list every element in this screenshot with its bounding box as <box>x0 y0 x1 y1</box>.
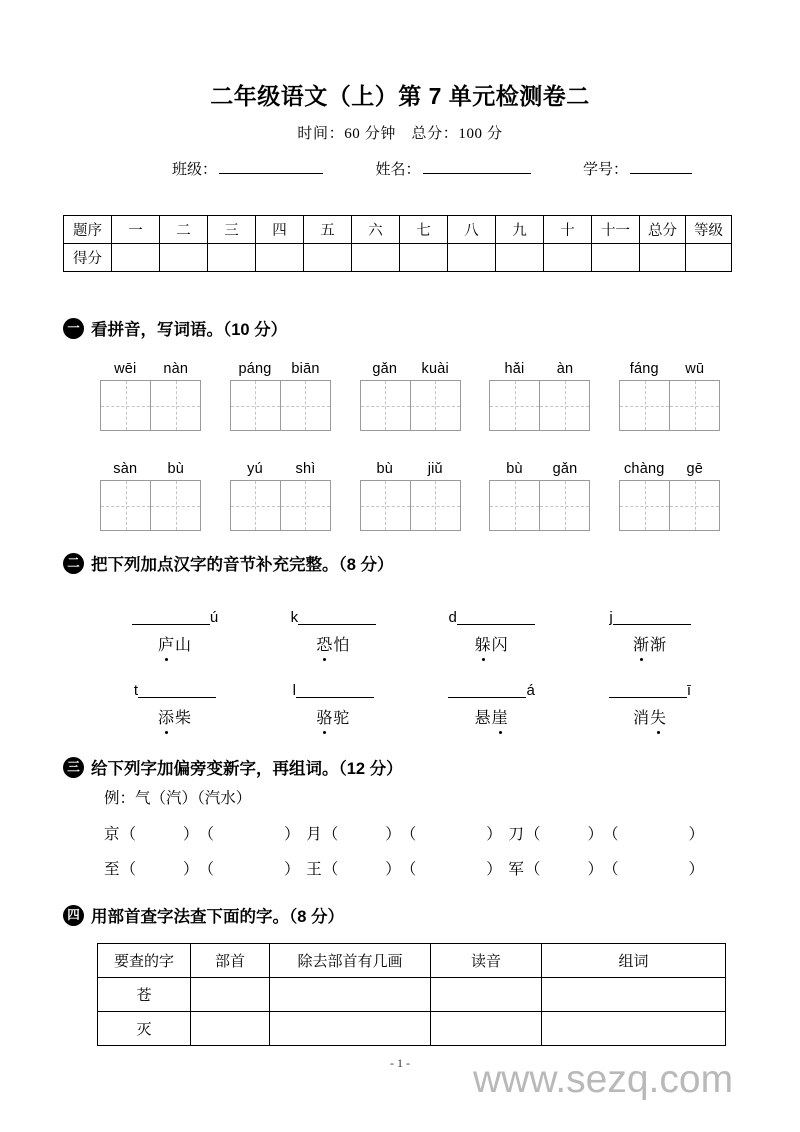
score-table-header-cell: 三 <box>208 216 256 244</box>
syllable-suffix: ī <box>686 682 692 699</box>
pinyin-word-group <box>619 461 720 531</box>
section-badge-4: 四 <box>63 905 84 926</box>
page-title: 二年级语文（上）第 7 单元检测卷二 <box>210 83 590 109</box>
paren-open: （ <box>120 826 137 843</box>
paren-close: ） <box>587 861 603 878</box>
syllable-item <box>417 605 567 655</box>
syllable-prefix: k <box>290 609 299 626</box>
syllable-answer-line[interactable] <box>100 605 250 625</box>
pinyin-word-group <box>360 361 461 431</box>
paren-close: ） <box>183 861 199 878</box>
tianzige-cell[interactable] <box>150 381 200 430</box>
pinyin-syllable: biān <box>291 361 320 377</box>
paren-close: ） <box>688 861 704 878</box>
tianzige-box[interactable] <box>230 480 331 531</box>
paren-close: ） <box>486 861 502 878</box>
syllable-word <box>475 705 509 728</box>
tianzige-box[interactable] <box>360 380 461 431</box>
radical-lookup-table <box>97 943 726 1046</box>
pinyin-syllable: gǎn <box>372 361 398 377</box>
dotted-char: 崖 <box>491 710 509 727</box>
paren-open: （ <box>400 826 417 843</box>
tianzige-cell[interactable] <box>410 481 460 530</box>
lookup-answer-cell[interactable] <box>542 978 726 1012</box>
pinyin-word-group <box>230 361 331 431</box>
syllable-word <box>316 705 350 728</box>
score-table-header-cell: 六 <box>352 216 400 244</box>
syllable-item <box>417 678 567 728</box>
table-row <box>98 978 726 1012</box>
pinyin-syllable: gǎn <box>552 461 578 477</box>
paren-close: ） <box>385 861 401 878</box>
tianzige-box[interactable] <box>230 380 331 431</box>
tianzige-cell[interactable] <box>539 481 589 530</box>
syllable-row-1 <box>100 605 725 655</box>
score-input-cell[interactable] <box>448 244 496 272</box>
pinyin-word-group <box>360 461 461 531</box>
syllable-word <box>158 632 192 655</box>
pinyin-syllable: yú <box>247 461 263 477</box>
pinyin-syllable: páng <box>238 361 272 377</box>
score-table <box>63 215 732 272</box>
syllable-item <box>100 678 250 728</box>
pinyin-syllable: kuài <box>421 361 449 377</box>
section-heading-3 <box>63 755 403 779</box>
radical-item[interactable] <box>306 857 502 879</box>
score-table-row-label: 得分 <box>64 244 112 272</box>
section-heading-1 <box>63 316 287 340</box>
table-row <box>98 1012 726 1046</box>
section-heading-2 <box>63 551 394 575</box>
score-table-row-label: 题序 <box>64 216 112 244</box>
tianzige-cell[interactable] <box>620 481 669 530</box>
score-input-cell[interactable] <box>256 244 304 272</box>
class-blank[interactable] <box>219 160 323 174</box>
pinyin-syllable: bù <box>506 461 523 477</box>
radical-item[interactable] <box>508 822 704 844</box>
dotted-char: 添 <box>157 710 175 727</box>
pinyin-syllables <box>619 461 720 477</box>
section-title-3: 给下列字加偏旁变新字，再组词。（12 分） <box>91 760 403 778</box>
score-input-cell[interactable] <box>686 244 732 272</box>
syllable-item <box>258 678 408 728</box>
section-heading-4 <box>63 903 344 927</box>
syllable-word <box>475 632 509 655</box>
dotted-char: 骆 <box>316 710 334 727</box>
tianzige-cell[interactable] <box>539 381 589 430</box>
class-field[interactable] <box>172 158 323 179</box>
pinyin-row-1 <box>100 361 720 431</box>
spacer <box>300 857 307 879</box>
spacer <box>502 857 509 879</box>
score-input-cell[interactable] <box>304 244 352 272</box>
tianzige-cell[interactable] <box>231 381 280 430</box>
word-part: 悬 <box>474 710 492 727</box>
syllable-item <box>100 605 250 655</box>
pinyin-syllable: chàng <box>623 461 665 477</box>
paren-close: ） <box>688 826 704 843</box>
paren-open: （ <box>120 861 137 878</box>
word-part: 驼 <box>333 710 351 727</box>
pinyin-word-group <box>230 461 331 531</box>
pinyin-syllable: hǎi <box>504 361 525 377</box>
syllable-suffix: ú <box>209 609 219 626</box>
class-label: 班级： <box>172 162 218 178</box>
syllable-item <box>258 605 408 655</box>
score-table-header-cell: 四 <box>256 216 304 244</box>
base-character: 军 <box>508 861 524 878</box>
paren-open: （ <box>524 861 541 878</box>
watermark: www.sezq.com <box>473 1058 734 1101</box>
tianzige-box[interactable] <box>360 480 461 531</box>
dotted-char: 渐 <box>632 637 650 654</box>
pinyin-syllable: nàn <box>163 361 189 377</box>
word-part: 闪 <box>491 637 509 654</box>
pinyin-syllable: fáng <box>629 361 659 377</box>
syllable-blank[interactable] <box>448 682 526 698</box>
pinyin-word-group <box>489 361 590 431</box>
syllable-prefix: d <box>448 609 457 626</box>
tianzige-cell[interactable] <box>410 381 460 430</box>
score-table-header-cell: 九 <box>496 216 544 244</box>
lookup-answer-cell[interactable] <box>191 978 270 1012</box>
pinyin-syllable: gē <box>686 461 704 477</box>
name-blank[interactable] <box>423 160 531 174</box>
table-row <box>98 944 726 978</box>
pinyin-syllable: bù <box>167 461 185 477</box>
pinyin-syllables <box>489 361 590 377</box>
column-header-word: 组词 <box>542 944 726 978</box>
section-badge-1: 一 <box>63 318 84 339</box>
score-input-cell[interactable] <box>496 244 544 272</box>
score-input-cell[interactable] <box>544 244 592 272</box>
score-table-header-cell: 二 <box>160 216 208 244</box>
pinyin-word-group <box>619 361 720 431</box>
tianzige-cell[interactable] <box>669 381 719 430</box>
paren-open: （ <box>524 826 541 843</box>
tianzige-box[interactable] <box>619 380 720 431</box>
radical-row-2 <box>104 857 704 879</box>
base-character: 至 <box>104 861 120 878</box>
syllable-item <box>575 605 725 655</box>
pinyin-syllables <box>360 361 461 377</box>
word-part: 柴 <box>175 710 193 727</box>
base-character: 月 <box>306 826 322 843</box>
lookup-answer-cell[interactable] <box>542 1012 726 1046</box>
radical-row-1 <box>104 822 704 844</box>
tianzige-box[interactable] <box>619 480 720 531</box>
score-input-cell[interactable] <box>160 244 208 272</box>
pinyin-word-group <box>489 461 590 531</box>
spacer <box>300 822 307 844</box>
syllable-blank[interactable] <box>613 609 691 625</box>
syllable-word <box>633 705 667 728</box>
tianzige-cell[interactable] <box>620 381 669 430</box>
dotted-char: 躲 <box>474 637 492 654</box>
syllable-answer-line[interactable] <box>575 605 725 625</box>
dotted-char: 恐 <box>316 637 334 654</box>
syllable-item <box>575 678 725 728</box>
pinyin-syllable: wū <box>685 361 705 377</box>
score-table-header-cell: 五 <box>304 216 352 244</box>
score-input-cell[interactable] <box>592 244 640 272</box>
syllable-suffix: á <box>526 682 535 699</box>
tianzige-cell[interactable] <box>490 381 539 430</box>
student-id-blank[interactable] <box>630 160 692 174</box>
student-id-field[interactable] <box>583 158 692 179</box>
lookup-char-cell: 苍 <box>98 978 191 1012</box>
tianzige-cell[interactable] <box>280 381 330 430</box>
paren-open: （ <box>198 861 215 878</box>
score-input-cell[interactable] <box>208 244 256 272</box>
score-input-cell[interactable] <box>352 244 400 272</box>
score-input-cell[interactable] <box>400 244 448 272</box>
pinyin-word-group <box>100 461 201 531</box>
syllable-word <box>316 632 350 655</box>
pinyin-row-2 <box>100 461 720 531</box>
paren-open: （ <box>400 861 417 878</box>
paren-close: ） <box>284 861 300 878</box>
syllable-blank[interactable] <box>298 609 376 625</box>
lookup-answer-cell[interactable] <box>270 1012 431 1046</box>
pinyin-syllable: wēi <box>114 361 137 377</box>
tianzige-cell[interactable] <box>361 381 410 430</box>
section-badge-2: 二 <box>63 553 84 574</box>
table-row <box>64 216 732 244</box>
pinyin-syllable: shì <box>295 461 316 477</box>
syllable-prefix: j <box>609 609 613 626</box>
syllable-row-2 <box>100 678 725 728</box>
tianzige-box[interactable] <box>100 380 201 431</box>
syllable-blank[interactable] <box>138 682 216 698</box>
pinyin-syllable: jiǔ <box>427 461 443 477</box>
pinyin-word-group <box>100 361 201 431</box>
section-title-2: 把下列加点汉字的音节补充完整。（8 分） <box>91 556 394 574</box>
tianzige-cell[interactable] <box>361 481 410 530</box>
page-number: - 1 - <box>390 1056 410 1070</box>
student-info-line <box>172 158 692 179</box>
tianzige-cell[interactable] <box>150 481 200 530</box>
score-table-header-cell: 十 <box>544 216 592 244</box>
paren-open: （ <box>198 826 215 843</box>
column-header-strokes: 除去部首有几画 <box>270 944 431 978</box>
syllable-prefix: t <box>133 682 139 699</box>
tianzige-box[interactable] <box>489 380 590 431</box>
base-character: 刀 <box>508 826 524 843</box>
pinyin-syllable: sàn <box>113 461 138 477</box>
spacer <box>502 822 509 844</box>
syllable-answer-line[interactable] <box>258 605 408 625</box>
tianzige-cell[interactable] <box>280 481 330 530</box>
syllable-blank[interactable] <box>132 609 210 625</box>
name-field[interactable] <box>375 158 530 179</box>
tianzige-cell[interactable] <box>101 481 150 530</box>
syllable-answer-line[interactable] <box>258 678 408 698</box>
syllable-word <box>158 705 192 728</box>
student-id-label: 学号： <box>582 162 628 178</box>
tianzige-box[interactable] <box>100 480 201 531</box>
syllable-blank[interactable] <box>296 682 374 698</box>
section-title-4: 用部首查字法查下面的字。（8 分） <box>91 908 345 926</box>
paren-close: ） <box>183 826 199 843</box>
section-3-example: 例：气（汽）（汽水） <box>104 790 252 807</box>
table-row <box>64 244 732 272</box>
pinyin-syllables <box>619 361 720 377</box>
syllable-blank[interactable] <box>457 609 535 625</box>
paren-close: ） <box>587 826 603 843</box>
paren-close: ） <box>486 826 502 843</box>
paren-open: （ <box>322 826 339 843</box>
paren-open: （ <box>322 861 339 878</box>
radical-item[interactable] <box>306 822 502 844</box>
paren-open: （ <box>602 861 619 878</box>
pinyin-syllable: àn <box>556 361 574 377</box>
pinyin-syllables <box>230 361 331 377</box>
radical-item[interactable] <box>104 857 300 879</box>
lookup-answer-cell[interactable] <box>431 1012 542 1046</box>
score-table-header-cell: 一 <box>112 216 160 244</box>
section-badge-3: 三 <box>63 757 84 778</box>
paren-close: ） <box>284 826 300 843</box>
dotted-char: 失 <box>649 710 667 727</box>
pinyin-syllables <box>100 361 201 377</box>
paren-close: ） <box>385 826 401 843</box>
score-table-header-cell: 八 <box>448 216 496 244</box>
pinyin-syllables <box>360 461 461 477</box>
word-part: 消 <box>632 710 650 727</box>
tianzige-box[interactable] <box>489 480 590 531</box>
tianzige-cell[interactable] <box>669 481 719 530</box>
lookup-answer-cell[interactable] <box>191 1012 270 1046</box>
syllable-prefix: l <box>292 682 296 699</box>
syllable-answer-line[interactable] <box>100 678 250 698</box>
lookup-answer-cell[interactable] <box>270 978 431 1012</box>
score-input-cell[interactable] <box>640 244 686 272</box>
lookup-char-cell: 灭 <box>98 1012 191 1046</box>
column-header-pronunciation: 读音 <box>431 944 542 978</box>
tianzige-cell[interactable] <box>490 481 539 530</box>
radical-item[interactable] <box>104 822 300 844</box>
column-header-radical: 部首 <box>191 944 270 978</box>
section-title-1: 看拼音，写词语。（10 分） <box>91 321 288 339</box>
pinyin-syllables <box>489 461 590 477</box>
syllable-answer-line[interactable] <box>417 678 567 698</box>
score-table-header-cell: 七 <box>400 216 448 244</box>
score-table-header-cell: 总分 <box>640 216 686 244</box>
exam-info-line: 时间：60 分钟 总分：100 分 <box>297 126 503 142</box>
tianzige-cell[interactable] <box>231 481 280 530</box>
syllable-answer-line[interactable] <box>575 678 725 698</box>
radical-item[interactable] <box>508 857 704 879</box>
name-label: 姓名： <box>375 162 421 178</box>
pinyin-syllables <box>100 461 201 477</box>
score-input-cell[interactable] <box>112 244 160 272</box>
word-part: 怕 <box>333 637 351 654</box>
tianzige-cell[interactable] <box>101 381 150 430</box>
column-header-char: 要查的字 <box>98 944 191 978</box>
paren-open: （ <box>602 826 619 843</box>
score-table-header-cell: 十一 <box>592 216 640 244</box>
pinyin-syllable: bù <box>376 461 394 477</box>
pinyin-syllables <box>230 461 331 477</box>
syllable-word <box>633 632 667 655</box>
syllable-answer-line[interactable] <box>417 605 567 625</box>
syllable-blank[interactable] <box>609 682 687 698</box>
base-character: 王 <box>306 861 322 878</box>
score-table-header-cell: 等级 <box>686 216 732 244</box>
word-part: 山 <box>175 637 193 654</box>
lookup-answer-cell[interactable] <box>431 978 542 1012</box>
base-character: 京 <box>104 826 120 843</box>
dotted-char: 庐 <box>157 637 175 654</box>
word-part: 渐 <box>649 637 667 654</box>
